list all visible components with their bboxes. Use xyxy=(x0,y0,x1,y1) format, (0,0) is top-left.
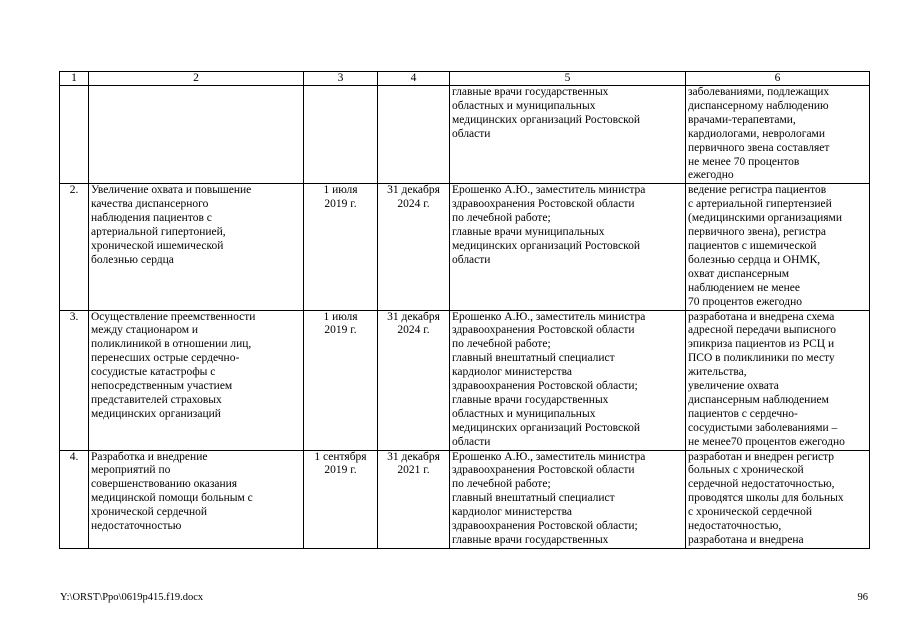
responsible-cell: Ерошенко А.Ю., заместитель министра здравоохранения Ростовской области по лечебной работе; главные врачи муниципальных медицинских организаций Ростовской области xyxy=(450,184,686,310)
end-date-cell xyxy=(378,86,450,184)
result-cell: разработан и внедрен регистр больных с хронической сердечной недостаточностью, проводятся школы для больных с хронической сердечной недостаточностью, разработана и внедрена xyxy=(686,450,870,548)
column-number: 5 xyxy=(450,72,686,86)
row-number: 4. xyxy=(60,450,89,548)
responsible-cell: Ерошенко А.Ю., заместитель министра здравоохранения Ростовской области по лечебной работе; главный внештатный специалист кардиолог министерства здравоохранения Ростовской области; главные врачи государственных областных и муниципальных медицинских организаций Ростовской области xyxy=(450,310,686,450)
table-row xyxy=(60,450,870,548)
table-row xyxy=(60,310,870,450)
column-number: 3 xyxy=(304,72,378,86)
activity-cell: Увеличение охвата и повышение качества диспансерного наблюдения пациентов с артериальной гипертонией, хронической ишемической болезнью сердца xyxy=(89,184,304,310)
start-date-cell xyxy=(304,86,378,184)
column-number-row xyxy=(60,72,870,86)
measures-table xyxy=(59,71,870,549)
end-date-cell: 31 декабря 2021 г. xyxy=(378,450,450,548)
end-date-cell: 31 декабря 2024 г. xyxy=(378,310,450,450)
start-date-cell: 1 сентября 2019 г. xyxy=(304,450,378,548)
row-number: 2. xyxy=(60,184,89,310)
responsible-cell: Ерошенко А.Ю., заместитель министра здравоохранения Ростовской области по лечебной работе; главный внештатный специалист кардиолог министерства здравоохранения Ростовской области; главные врачи государственных xyxy=(450,450,686,548)
start-date-cell: 1 июля 2019 г. xyxy=(304,310,378,450)
column-number: 4 xyxy=(378,72,450,86)
start-date-cell: 1 июля 2019 г. xyxy=(304,184,378,310)
activity-cell xyxy=(89,86,304,184)
document-file-path: Y:\ORST\Ppo\0619p415.f19.docx xyxy=(60,592,204,603)
table-row xyxy=(60,184,870,310)
row-number xyxy=(60,86,89,184)
result-cell: ведение регистра пациентов с артериальной гипертензией (медицинскими организациями первичного звена), регистра пациентов с ишемической болезнью сердца и ОНМК, охват диспансерным наблюдением не менее 70 процентов ежегодно xyxy=(686,184,870,310)
activity-cell: Осуществление преемственности между стационаром и поликлиникой в отношении лиц, перенесших острые сердечно- сосудистые катастрофы с непосредственным участием представителей страховых медицинских организаций xyxy=(89,310,304,450)
activity-cell: Разработка и внедрение мероприятий по совершенствованию оказания медицинской помощи больным с хронической сердечной недостаточностью xyxy=(89,450,304,548)
column-number: 6 xyxy=(686,72,870,86)
row-number: 3. xyxy=(60,310,89,450)
column-number: 1 xyxy=(60,72,89,86)
table-row xyxy=(60,86,870,184)
page-number: 96 xyxy=(857,592,868,603)
responsible-cell: главные врачи государственных областных и муниципальных медицинских организаций Ростовской области xyxy=(450,86,686,184)
result-cell: заболеваниями, подлежащих диспансерному наблюдению врачами-терапевтами, кардиологами, неврологами первичного звена составляет не менее 70 процентов ежегодно xyxy=(686,86,870,184)
column-number: 2 xyxy=(89,72,304,86)
result-cell: разработана и внедрена схема адресной передачи выписного эпикриза пациентов из РСЦ и ПСО в поликлиники по месту жительства, увеличение охвата диспансерным наблюдением пациентов с сердечно- сосудистыми заболеваниями – не менее70 процентов ежегодно xyxy=(686,310,870,450)
end-date-cell: 31 декабря 2024 г. xyxy=(378,184,450,310)
